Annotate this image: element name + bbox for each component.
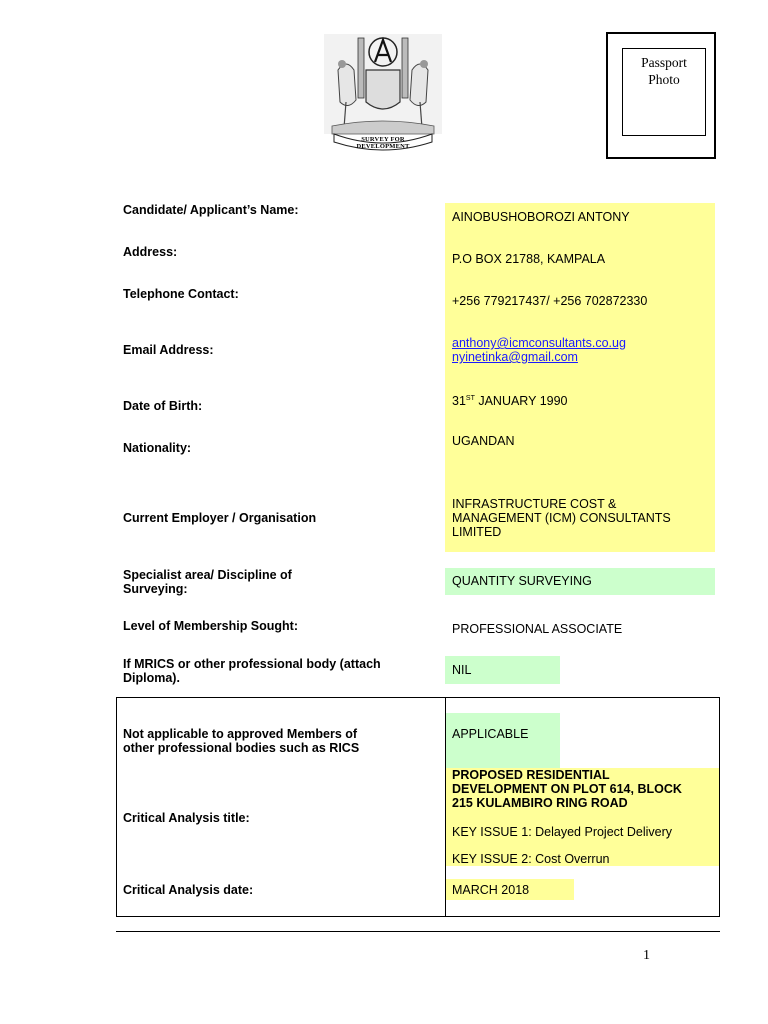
not-applicable-label-line2: other professional bodies such as RICS (123, 741, 360, 755)
footer-rule (116, 931, 720, 932)
name-value: AINOBUSHOBOROZI ANTONY (452, 210, 630, 224)
phone-value: +256 779217437/ +256 702872330 (452, 294, 648, 308)
analysis-title-line3: 215 KULAMBIRO RING ROAD (452, 796, 628, 810)
analysis-title-label: Critical Analysis title: (123, 811, 250, 825)
email-link-2[interactable]: nyinetinka@gmail.com (452, 350, 578, 364)
page-number: 1 (643, 948, 650, 963)
nationality-value: UGANDAN (452, 434, 515, 448)
passport-photo-label-line2: Photo (648, 72, 680, 87)
mrics-label-line1: If MRICS or other professional body (attach (123, 657, 381, 671)
employer-value-line2: MANAGEMENT (ICM) CONSULTANTS (452, 511, 671, 525)
email-link-1[interactable]: anthony@icmconsultants.co.ug (452, 336, 626, 350)
specialist-label-line1: Specialist area/ Discipline of (123, 568, 292, 582)
specialist-label-line2: Surveying: (123, 582, 188, 596)
name-label: Candidate/ Applicant’s Name: (123, 203, 299, 217)
nationality-label: Nationality: (123, 441, 192, 455)
passport-photo-inner (622, 48, 706, 136)
passport-photo-label-line1: Passport (641, 55, 687, 70)
dob-rest: JANUARY 1990 (474, 394, 568, 408)
analysis-title-line1: PROPOSED RESIDENTIAL (452, 768, 610, 782)
passport-photo-frame (606, 32, 716, 159)
not-applicable-label-line1: Not applicable to approved Members of (123, 727, 358, 741)
address-label: Address: (123, 245, 178, 259)
dob-label: Date of Birth: (123, 399, 203, 413)
phone-label: Telephone Contact: (123, 287, 239, 301)
employer-label: Current Employer / Organisation (123, 511, 317, 525)
logo-motto: SURVEY FOR DEVELOPMENT (356, 136, 410, 150)
specialist-value: QUANTITY SURVEYING (452, 574, 592, 588)
membership-label: Level of Membership Sought: (123, 619, 299, 633)
dob-value (452, 392, 568, 408)
analysis-date-value: MARCH 2018 (452, 883, 530, 897)
employer-value-line1: INFRASTRUCTURE COST & (452, 497, 617, 511)
membership-value: PROFESSIONAL ASSOCIATE (452, 622, 623, 636)
employer-value-line3: LIMITED (452, 525, 502, 539)
mrics-value: NIL (452, 663, 472, 677)
key-issue-1: KEY ISSUE 1: Delayed Project Delivery (452, 825, 673, 839)
mrics-label-line2: Diploma). (123, 671, 180, 685)
dob-suffix: ST (465, 395, 475, 402)
institution-logo (318, 30, 448, 152)
analysis-date-label: Critical Analysis date: (123, 883, 254, 897)
address-value: P.O BOX 21788, KAMPALA (452, 252, 606, 266)
dob-day: 31 (452, 394, 466, 408)
key-issue-2: KEY ISSUE 2: Cost Overrun (452, 852, 610, 866)
applicable-value: APPLICABLE (452, 727, 529, 741)
email-label: Email Address: (123, 343, 214, 357)
analysis-title-line2: DEVELOPMENT ON PLOT 614, BLOCK (452, 782, 682, 796)
